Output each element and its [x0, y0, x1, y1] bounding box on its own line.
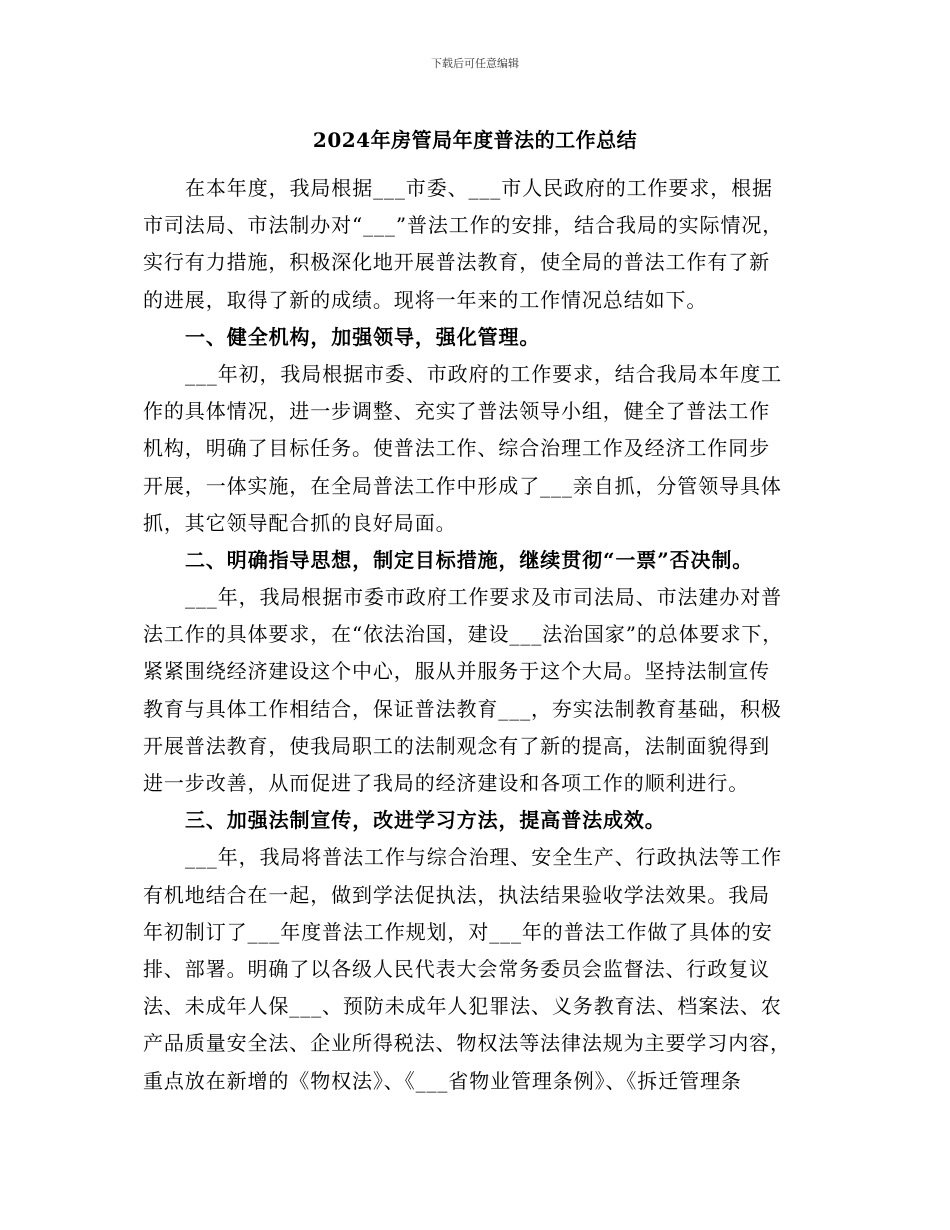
paragraph-line: 实行有力措施，积极深化地开展普法教育，使全局的普法工作有了新: [143, 250, 770, 275]
paragraph-line: 重点放在新增的《物权法》、《___省物业管理条例》、《拆迁管理条: [143, 1068, 742, 1093]
paragraph-line: 进一步改善，从而促进了我局的经济建设和各项工作的顺利进行。: [143, 771, 750, 795]
document-title: 2024年房管局年度普法的工作总结: [312, 128, 638, 152]
section-heading-3: 三、加强法制宣传，改进学习方法，提高普法成效。: [185, 808, 666, 833]
paragraph-line: 市司法局、市法制办对“___”普法工作的安排，结合我局的实际情况，: [143, 213, 784, 238]
paragraph-line: ___年，我局根据市委市政府工作要求及市司法局、市法建办对普: [185, 585, 782, 610]
paragraph-line: 开展普法教育，使我局职工的法制观念有了新的提高，法制面貌得到: [143, 733, 770, 758]
paragraph-line: 法、未成年人保___、预防未成年人犯罪法、义务教育法、档案法、农: [143, 994, 782, 1019]
paragraph-line: 年初制订了___年度普法工作规划，对___年的普法工作做了具体的安: [143, 919, 773, 944]
section-heading-1: 一、健全机构，加强领导，强化管理。: [185, 324, 541, 349]
page-header-note: 下载后可任意编辑: [431, 57, 519, 70]
paragraph-line: 排、部署。明确了以各级人民代表大会常务委员会监督法、行政复议: [143, 956, 770, 981]
paragraph-line: 产品质量安全法、企业所得税法、物权法等法律法规为主要学习内容，: [143, 1031, 791, 1056]
paragraph-line: ___年初，我局根据市委、市政府的工作要求，结合我局本年度工: [185, 361, 782, 386]
paragraph-line: 法工作的具体要求，在“依法治国，建设___法治国家”的总体要求下，: [143, 622, 784, 647]
paragraph-line: 有机地结合在一起，做到学法促执法，执法结果验收学法效果。我局: [143, 882, 770, 907]
paragraph-line: ___年，我局将普法工作与综合治理、安全生产、行政执法等工作: [185, 845, 782, 870]
paragraph-line: 的进展，取得了新的成绩。现将一年来的工作情况总结如下。: [143, 287, 708, 312]
paragraph-line: 开展，一体实施，在全局普法工作中形成了___亲自抓，分管领导具体: [143, 473, 782, 498]
section-heading-2: 二、明确指导思想，制定目标措施，继续贯彻“一票”否决制。: [185, 547, 754, 572]
paragraph-line: 机构，明确了目标任务。使普法工作、综合治理工作及经济工作同步: [143, 436, 770, 461]
document-body: [143, 170, 823, 1100]
paragraph-line: 教育与具体工作相结合，保证普法教育___，夯实法制教育基础，积极: [143, 696, 782, 721]
paragraph-line: 作的具体情况，进一步调整、充实了普法领导小组，健全了普法工作: [143, 399, 770, 424]
paragraph-line: 紧紧围绕经济建设这个中心，服从并服务于这个大局。坚持法制宣传: [143, 659, 770, 684]
paragraph-line: 在本年度，我局根据___市委、___市人民政府的工作要求，根据: [185, 176, 773, 200]
paragraph-line: 抓，其它领导配合抓的良好局面。: [143, 510, 457, 535]
